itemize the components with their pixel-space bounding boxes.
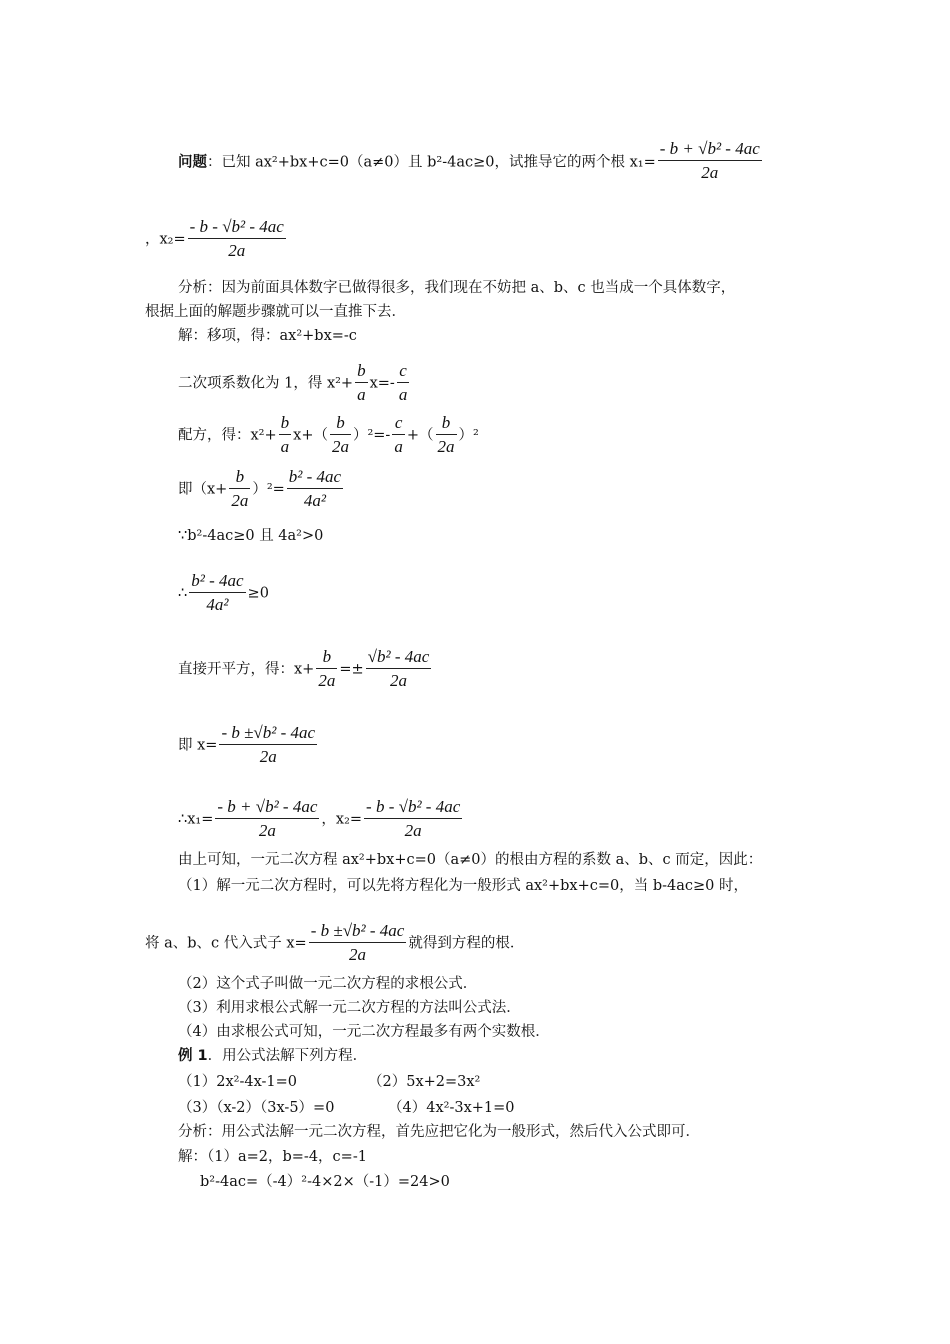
frac-b-over-2a: $\frac{b}{2a}$ bbox=[231, 467, 249, 510]
step-complete-square: 配方，得：x²+ $\frac{b}{a}$ x+（ $\frac{b}{2a}$ ）²=- $\frac{c}{a}$ +（ $\frac{b}{2a}$ ）² bbox=[178, 412, 479, 459]
example-eq-2: （2）5x+2=3x² bbox=[368, 1074, 481, 1090]
example-eq-1: （1）2x²-4x-1=0 bbox=[178, 1074, 297, 1090]
frac-b-over-2a: $\frac{b}{2a}$ bbox=[331, 413, 349, 456]
analysis-line-2: 根据上面的解题步骤就可以一直推下去． bbox=[145, 304, 406, 320]
conclusion-item-1-cont: 将 a、b、c 代入式子 x= $\frac{\text{- b ±√b² - 4ac}}{2a}$ 就得到方程的根． bbox=[145, 920, 524, 967]
x2-line bbox=[145, 216, 288, 263]
conclusion-intro: 由上可知，一元二次方程 ax²+bx+c=0（a≠0）的根由方程的系数 a、b、c 而定，因此： bbox=[178, 852, 763, 868]
step-square-form: 即（x+ $\frac{b}{2a}$ ）²= $\frac{\text{b² - 4ac}}{\text{4a²}}$ bbox=[178, 466, 345, 513]
frac-quadratic-formula: $\frac{\text{- b ±√b² - 4ac}}{2a}$ bbox=[221, 723, 316, 766]
step-therefore: ∴ $\frac{\text{b² - 4ac}}{\text{4a²}}$ ≥0 bbox=[178, 570, 269, 617]
frac-x1: $\frac{\text{- b + √b² - 4ac}}{2a}$ bbox=[217, 797, 318, 840]
frac-quadratic-formula: $\frac{\text{- b ±√b² - 4ac}}{2a}$ bbox=[310, 921, 405, 964]
frac-root-over-2a: $\frac{\text{√b² - 4ac}}{2a}$ bbox=[367, 647, 430, 690]
example-analysis: 分析：用公式法解一元二次方程，首先应把它化为一般形式，然后代入公式即可． bbox=[178, 1124, 700, 1140]
step-move-terms: 解：移项，得：ax²+bx=-c bbox=[178, 328, 357, 344]
x2-formula: $\frac{\text{- b - √b² - 4ac}}{2a}$ bbox=[189, 217, 284, 260]
example-eq-3: （3）（x-2）（3x-5）=0 bbox=[178, 1100, 335, 1116]
frac-disc-over-4a2: $\frac{\text{b² - 4ac}}{\text{4a²}}$ bbox=[288, 467, 342, 510]
step-x-formula: 即 x= $\frac{\text{- b ±√b² - 4ac}}{2a}$ bbox=[178, 722, 319, 769]
conclusion-item-4: （4）由求根公式可知，一元二次方程最多有两个实数根． bbox=[178, 1024, 550, 1040]
conclusion-item-3: （3）利用求根公式解一元二次方程的方法叫公式法． bbox=[178, 1000, 521, 1016]
problem-line bbox=[178, 140, 764, 185]
analysis-line-1: 分析：因为前面具体数字已做得很多，我们现在不妨把 a、b、c 也当成一个具体数字， bbox=[178, 280, 736, 296]
problem-label: 问题 bbox=[178, 154, 207, 171]
frac-b-over-2a: $\frac{b}{2a}$ bbox=[318, 647, 336, 690]
frac-c-over-a: $\frac{c}{a}$ bbox=[394, 413, 403, 456]
conclusion-item-1: （1）解一元二次方程时，可以先将方程化为一般形式 ax²+bx+c=0，当 b-4ac≥0 时， bbox=[178, 878, 748, 894]
frac-disc-over-4a2: $\frac{\text{b² - 4ac}}{\text{4a²}}$ bbox=[191, 571, 244, 614]
frac-b-over-a: $\frac{b}{a}$ bbox=[280, 413, 290, 456]
x2-prefix: ，x₂= bbox=[145, 231, 186, 248]
step-normalize: 二次项系数化为 1，得 x²+ $\frac{b}{a}$ x=- $\frac{c}{a}$ bbox=[178, 360, 411, 407]
frac-c-over-a: $\frac{c}{a}$ bbox=[398, 361, 408, 404]
step-because: ∵b²-4ac≥0 且 4a²>0 bbox=[178, 528, 324, 544]
step-roots: ∴x₁= $\frac{\text{- b + √b² - 4ac}}{2a}$ ，x₂= $\frac{\text{- b - √b² - 4ac}}{2a}$ bbox=[178, 796, 464, 843]
example-discriminant: b²-4ac=（-4）²-4×2×（-1）=24>0 bbox=[200, 1174, 450, 1190]
example-solution: 解：（1）a=2，b=-4，c=-1 bbox=[178, 1149, 367, 1165]
frac-x2: $\frac{\text{- b - √b² - 4ac}}{2a}$ bbox=[366, 797, 461, 840]
example-title: 例 1．用公式法解下列方程． bbox=[178, 1048, 368, 1064]
x1-formula: $\frac{\text{- b + √b² - 4ac}}{2a}$ bbox=[659, 139, 760, 182]
frac-b-over-2a: $\frac{b}{2a}$ bbox=[437, 413, 455, 456]
problem-text: ：已知 ax²+bx+c=0（a≠0）且 b²-4ac≥0，试推导它的两个根 x₁= bbox=[207, 154, 656, 171]
example-eq-4: （4）4x²-3x+1=0 bbox=[388, 1100, 515, 1116]
frac-b-over-a: $\frac{b}{a}$ bbox=[357, 361, 366, 404]
conclusion-item-2: （2）这个式子叫做一元二次方程的求根公式． bbox=[178, 976, 478, 992]
step-sqrt: 直接开平方，得：x+ $\frac{b}{2a}$ =± $\frac{\text{√b² - 4ac}}{2a}$ bbox=[178, 646, 433, 693]
